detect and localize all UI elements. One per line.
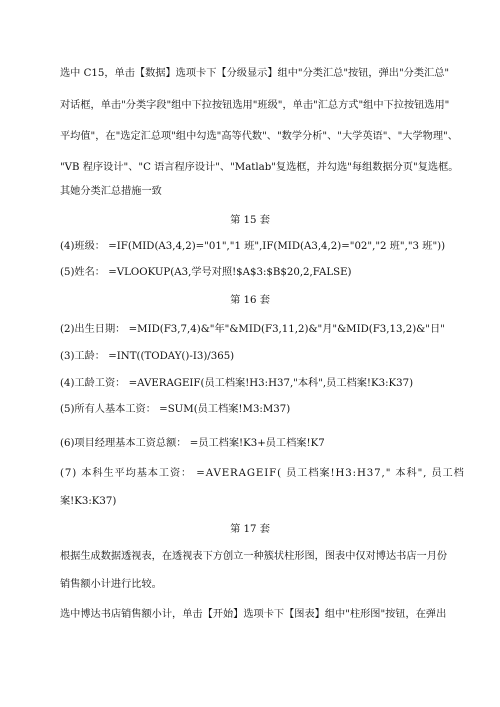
section-heading-17: 第 17 套 (230, 524, 270, 535)
paragraph-line: 选中 C15，单击【数据】选项卡下【分级显示】组中"分类汇总"按钮，弹出"分类汇总" (60, 68, 450, 79)
formula-line: (5)所有人基本工资： =SUM(员工档案!M3:M37) (60, 404, 291, 415)
formula-line: (3)工龄： =INT((TODAY()-I3)/365) (60, 351, 235, 362)
formula-line: (6)项目经理基本工资总额： =员工档案!K3+员工档案!K7 (60, 438, 325, 449)
formula-line: (4)工龄工资： =AVERAGEIF(员工档案!H3:H37,"本科",员工档案!K3:K37) (60, 378, 414, 389)
paragraph-line: 销售额小计进行比较。 (60, 579, 162, 590)
paragraph-line: 根据生成数据透视表，在透视表下方创立一种簇状柱形图，图表中仅对博达书店一月份 (60, 551, 448, 562)
formula-line: (5)姓名： =VLOOKUP(A3,学号对照!$A$3:$B$20,2,FALSE) (60, 267, 352, 278)
paragraph-line: 其她分类汇总措施一致 (60, 186, 162, 197)
formula-line: (4)班级： =IF(MID(A3,4,2)="01","1 班",IF(MID(A3,4,2)="02","2 班","3 班")) (60, 241, 446, 252)
paragraph-line: 平均值"，在"选定汇总项"组中勾选"高等代数"、"数学分析"、"大学英语"、"大学物理"、 (60, 131, 458, 142)
paragraph-line: 对话框，单击"分类字段"组中下拉按钮选用"班级"，单击"汇总方式"组中下拉按钮选用" (60, 100, 450, 111)
section-heading-15: 第 15 套 (230, 215, 270, 226)
formula-line: (7) 本科生平均基本工资： =AVERAGEIF( 员工档案!H3:H37," 本科", 员工档 (60, 468, 465, 479)
paragraph-line: 选中博达书店销售额小计，单击【开始】选项卡下【图表】组中"柱形图"按钮，在弹出 (60, 609, 447, 620)
section-heading-16: 第 16 套 (230, 295, 270, 306)
formula-line: 案!K3:K37) (60, 496, 117, 507)
formula-line: (2)出生日期： =MID(F3,7,4)&"年"&MID(F3,11,2)&"月"&MID(F3,13,2)&"日" (60, 324, 445, 335)
paragraph-line: "VB 程序设计"、"C 语言程序设计"、"Matlab"复选框，并勾选"每组数据分页"复选框。 (60, 162, 459, 173)
